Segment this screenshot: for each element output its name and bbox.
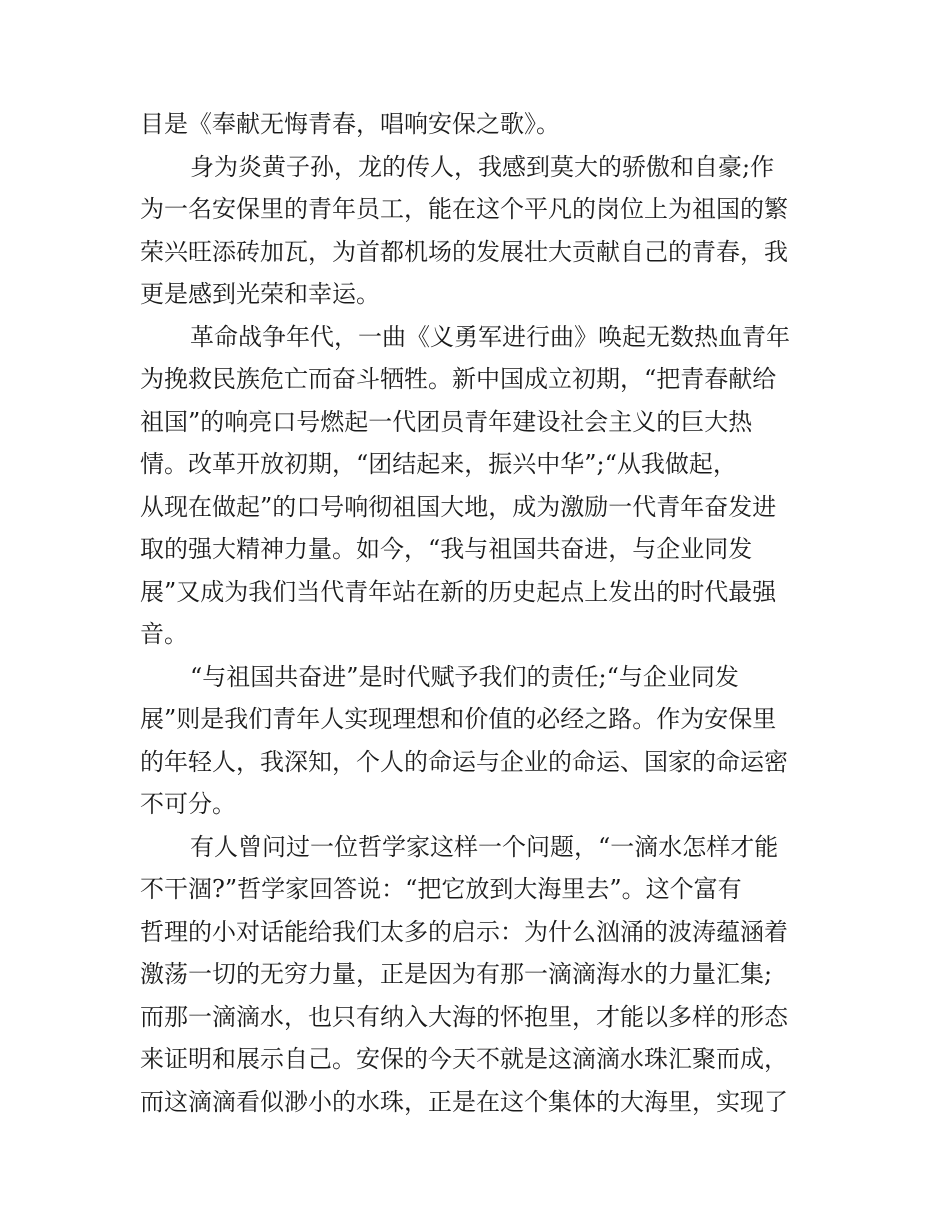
text-line: 祖国”的响亮口号燃起一代团员青年建设社会主义的巨大热 — [140, 407, 753, 436]
text-line: 革命战争年代，一曲《义勇军进行曲》唤起无数热血青年 — [190, 322, 790, 351]
text-line: 音。 — [140, 620, 188, 648]
text-line: 身为炎黄子孙，龙的传人，我感到莫大的骄傲和自豪;作 — [190, 152, 775, 181]
text-line: 来证明和展示自己。安保的今天不就是这滴滴水珠汇聚而成， — [140, 1045, 788, 1073]
text-line: 哲理的小对话能给我们太多的启示：为什么汹涌的波涛蕴涵着 — [140, 917, 788, 946]
text-line: 从现在做起”的口号响彻祖国大地，成为激励一代青年奋发进 — [140, 492, 777, 521]
text-line: 为挽救民族危亡而奋斗牺牲。新中国成立初期，“把青春献给 — [140, 365, 777, 393]
text-line: 为一名安保里的青年员工，能在这个平凡的岗位上为祖国的繁 — [140, 195, 788, 223]
text-line: 不可分。 — [140, 790, 236, 818]
text-line: 不干涸?”哲学家回答说：“把它放到大海里去”。这个富有 — [140, 875, 742, 903]
document-body — [140, 103, 820, 1123]
text-line: 有人曾问过一位哲学家这样一个问题，“一滴水怎样才能 — [190, 832, 779, 861]
text-line: 荣兴旺添砖加瓦，为首都机场的发展壮大贡献自己的青春，我 — [140, 237, 788, 266]
text-line: 的年轻人，我深知，个人的命运与企业的命运、国家的命运密 — [140, 747, 788, 776]
text-line: 取的强大精神力量。如今，“我与祖国共奋进，与企业同发 — [140, 535, 753, 563]
text-line: 激荡一切的无穷力量，正是因为有那一滴滴海水的力量汇集; — [140, 960, 773, 988]
text-line: 目是《奉献无悔青春，唱响安保之歌》。 — [140, 110, 560, 138]
text-line: 而那一滴滴水，也只有纳入大海的怀抱里，才能以多样的形态 — [140, 1002, 788, 1031]
text-line: 展”又成为我们当代青年站在新的历史起点上发出的时代最强 — [140, 577, 777, 606]
text-line: 而这滴滴看似渺小的水珠，正是在这个集体的大海里，实现了 — [140, 1087, 788, 1116]
text-line: “与祖国共奋进”是时代赋予我们的责任;“与企业同发 — [190, 662, 739, 691]
text-line: 更是感到光荣和幸运。 — [140, 280, 380, 308]
text-line: 情。改革开放初期，“团结起来，振兴中华”;“从我做起， — [140, 450, 737, 478]
text-line: 展”则是我们青年人实现理想和价值的必经之路。作为安保里 — [140, 705, 777, 733]
